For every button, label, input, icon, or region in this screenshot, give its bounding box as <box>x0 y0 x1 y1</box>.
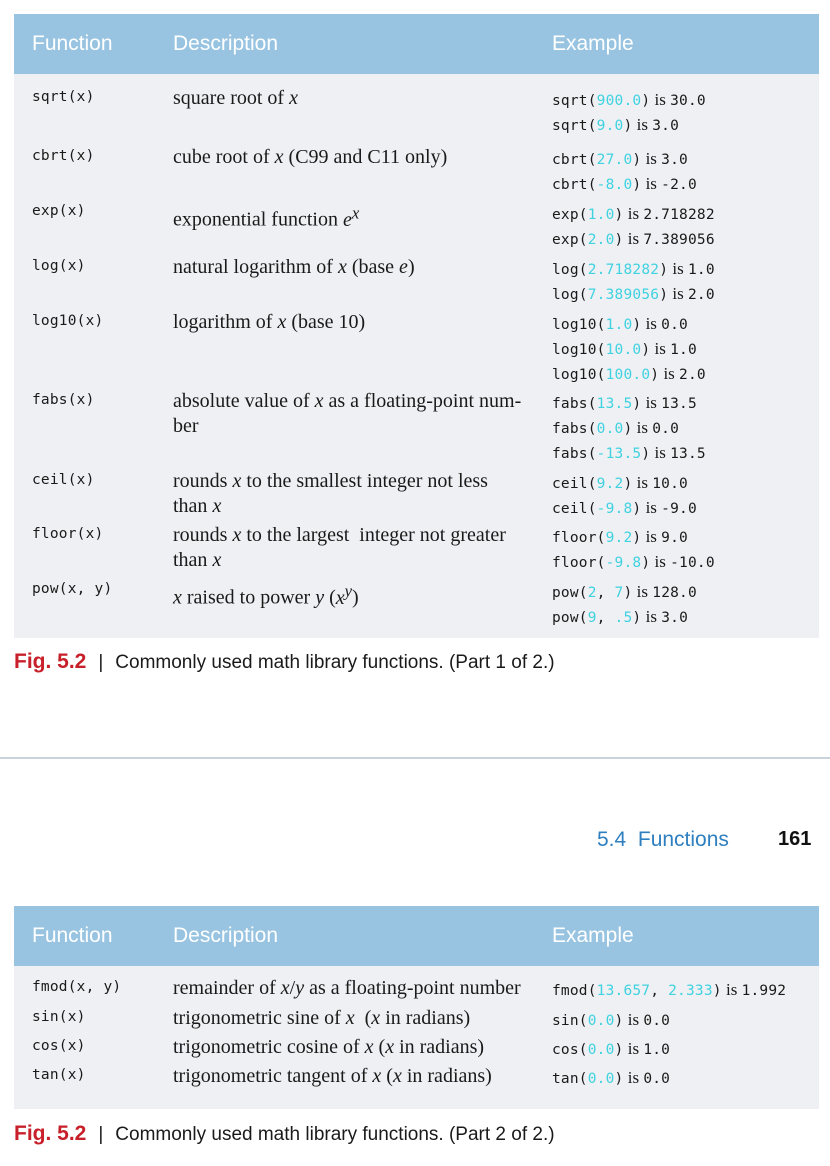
example-code: log10( <box>552 367 606 383</box>
example-line <box>552 497 697 522</box>
example-code: fabs( <box>552 446 597 462</box>
example-result: 0.0 <box>643 1071 671 1087</box>
example-argument: 0.0 <box>596 421 624 437</box>
example-is: is <box>623 1010 644 1029</box>
function-name: fmod(x, y) <box>32 979 122 995</box>
example-line <box>552 114 706 139</box>
table-header <box>14 14 819 74</box>
example-code: ceil( <box>552 501 597 517</box>
example-is: is <box>659 364 680 383</box>
function-example <box>552 1067 670 1092</box>
example-code: ) <box>659 262 669 278</box>
example-line <box>552 1038 670 1063</box>
example-result: 2.718282 <box>643 207 715 223</box>
example-is: is <box>623 229 644 248</box>
function-example <box>552 148 697 198</box>
example-code: exp( <box>552 232 588 248</box>
example-code: ) <box>614 1071 624 1087</box>
math-functions-table-part2 <box>14 906 819 1109</box>
example-line <box>552 313 706 338</box>
example-result: 1.0 <box>687 262 715 278</box>
function-example <box>552 203 715 253</box>
example-argument: -13.5 <box>596 446 642 462</box>
example-code: , <box>650 983 669 999</box>
example-argument: 2.718282 <box>587 262 660 278</box>
example-is: is <box>650 90 671 109</box>
example-argument: 2.0 <box>587 232 615 248</box>
example-result: -2.0 <box>661 177 697 193</box>
example-result: 3.0 <box>661 610 688 626</box>
function-example <box>552 472 697 522</box>
example-argument: 13.657 <box>596 983 651 999</box>
example-argument: 9.2 <box>605 530 633 546</box>
example-result: -9.0 <box>661 501 697 517</box>
example-line <box>552 258 715 283</box>
example-line <box>552 1009 670 1034</box>
example-code: ) <box>614 1013 624 1029</box>
function-name: floor(x) <box>32 526 104 542</box>
example-argument: -9.8 <box>605 555 642 571</box>
function-description: remainder of x/y as a floating-point number <box>173 977 521 999</box>
example-line <box>552 526 715 551</box>
example-code: ) <box>623 118 633 134</box>
function-name: fabs(x) <box>32 392 95 408</box>
example-code: exp( <box>552 207 588 223</box>
example-result: 1.992 <box>741 983 787 999</box>
example-code: ) <box>623 421 633 437</box>
figure-label: Fig. 5.2 <box>14 1122 87 1145</box>
example-code: ) <box>623 585 633 601</box>
example-code: ) <box>632 530 642 546</box>
function-example <box>552 979 786 1004</box>
example-line <box>552 89 706 114</box>
example-code: ) <box>632 610 642 626</box>
example-result: 2.0 <box>679 367 706 383</box>
example-argument: 27.0 <box>596 152 633 168</box>
example-line <box>552 1067 670 1092</box>
function-example <box>552 258 715 308</box>
example-argument: 13.5 <box>596 396 633 412</box>
example-code: sin( <box>552 1013 588 1029</box>
example-code: ) <box>614 232 624 248</box>
function-description: rounds x to the largest integer not greater than x <box>173 524 506 571</box>
example-is: is <box>641 527 662 546</box>
example-is: is <box>641 149 662 168</box>
example-is: is <box>632 418 653 437</box>
example-line <box>552 148 697 173</box>
function-example <box>552 89 706 139</box>
example-result: 0.0 <box>652 421 680 437</box>
example-code: ) <box>641 342 651 358</box>
example-code: ) <box>614 1042 624 1058</box>
function-description: exponential function $e^x$ <box>173 203 360 231</box>
example-line <box>552 392 706 417</box>
example-argument: 7.389056 <box>587 287 660 303</box>
example-code: floor( <box>552 555 606 571</box>
function-example <box>552 313 706 388</box>
function-name: log(x) <box>32 258 86 274</box>
example-argument: 0.0 <box>587 1013 615 1029</box>
example-is: is <box>623 204 644 223</box>
example-result: 1.0 <box>643 1042 671 1058</box>
example-argument: 2.333 <box>668 983 713 999</box>
example-code: log10( <box>552 342 606 358</box>
example-code: log10( <box>552 317 606 333</box>
example-line <box>552 173 697 198</box>
example-code: ) <box>641 555 651 571</box>
example-result: -10.0 <box>670 555 715 571</box>
function-example <box>552 392 706 467</box>
example-line <box>552 338 706 363</box>
function-example <box>552 1038 670 1063</box>
example-is: is <box>641 174 662 193</box>
example-argument: 7 <box>614 585 624 601</box>
function-example <box>552 1009 670 1034</box>
example-code: ceil( <box>552 476 597 492</box>
example-line <box>552 979 786 1004</box>
example-argument: 1.0 <box>605 317 633 333</box>
example-argument: 9 <box>587 610 597 626</box>
function-description: trigonometric sine of x (x in radians) <box>173 1007 471 1029</box>
header-example: Example <box>552 924 634 947</box>
function-name: tan(x) <box>32 1067 86 1083</box>
example-argument: -9.8 <box>596 501 633 517</box>
function-name: ceil(x) <box>32 472 95 488</box>
example-code: floor( <box>552 530 606 546</box>
header-example: Example <box>552 32 634 55</box>
example-code: , <box>596 585 615 601</box>
example-result: 2.0 <box>687 287 715 303</box>
example-code: sqrt( <box>552 118 597 134</box>
example-code: , <box>596 610 615 626</box>
example-argument: 9.0 <box>596 118 624 134</box>
example-argument: 2 <box>587 585 597 601</box>
example-line <box>552 228 715 253</box>
function-description: x raised to power y $(x^y)$ <box>173 581 359 609</box>
example-result: 1.0 <box>670 342 697 358</box>
example-code: tan( <box>552 1071 588 1087</box>
example-is: is <box>641 498 662 517</box>
function-description: trigonometric cosine of x (x in radians) <box>173 1036 485 1058</box>
example-code: ) <box>641 93 651 109</box>
example-is: is <box>650 443 671 462</box>
header-function: Function <box>32 924 113 947</box>
figure-caption-part1 <box>14 650 555 674</box>
caption-separator: | <box>98 1124 104 1145</box>
example-is: is <box>641 393 662 412</box>
function-example <box>552 526 715 576</box>
header-description: Description <box>173 924 279 947</box>
example-argument: 9.2 <box>596 476 624 492</box>
function-description: natural logarithm of x (base e) <box>173 256 415 278</box>
example-code: ) <box>632 152 642 168</box>
function-example <box>552 581 697 631</box>
example-is: is <box>632 473 653 492</box>
example-code: ) <box>632 317 642 333</box>
example-argument: 0.0 <box>587 1042 615 1058</box>
example-line <box>552 551 715 576</box>
example-result: 10.0 <box>652 476 688 492</box>
function-description: logarithm of x (base 10) <box>173 311 366 333</box>
example-code: ) <box>614 207 624 223</box>
example-line <box>552 283 715 308</box>
example-line <box>552 203 715 228</box>
function-description: square root of x <box>173 87 298 109</box>
example-argument: 1.0 <box>587 207 615 223</box>
example-code: pow( <box>552 585 588 601</box>
example-argument: 0.0 <box>587 1071 615 1087</box>
example-code: ) <box>650 367 660 383</box>
example-result: 0.0 <box>643 1013 671 1029</box>
example-line <box>552 606 697 631</box>
running-head-section: 5.4 Functions <box>597 828 729 851</box>
example-code: ) <box>623 476 633 492</box>
function-description: cube root of x (C99 and C11 only) <box>173 146 448 168</box>
example-result: 128.0 <box>652 585 697 601</box>
example-result: 7.389056 <box>643 232 715 248</box>
example-line <box>552 472 697 497</box>
example-line <box>552 442 706 467</box>
example-is: is <box>721 980 742 999</box>
example-result: 3.0 <box>661 152 688 168</box>
example-is: is <box>623 1039 644 1058</box>
example-line <box>552 417 706 442</box>
example-argument: 10.0 <box>605 342 642 358</box>
figure-label: Fig. 5.2 <box>14 650 87 673</box>
function-description: absolute value of x as a floating-point num- ber <box>173 390 522 437</box>
table-header <box>14 906 819 966</box>
example-result: 9.0 <box>661 530 688 546</box>
example-code: cbrt( <box>552 177 597 193</box>
caption-text: Commonly used math library functions. (Part 1 of 2.) <box>115 652 555 673</box>
function-name: sqrt(x) <box>32 89 95 105</box>
example-is: is <box>641 314 662 333</box>
example-argument: 900.0 <box>596 93 642 109</box>
example-code: log( <box>552 287 588 303</box>
example-result: 3.0 <box>652 118 680 134</box>
example-code: ) <box>659 287 669 303</box>
example-is: is <box>650 339 671 358</box>
math-functions-table-part1 <box>14 14 819 638</box>
function-description: rounds x to the smallest integer not less than x <box>173 470 488 517</box>
example-result: 13.5 <box>670 446 706 462</box>
example-code: ) <box>632 177 642 193</box>
example-code: cbrt( <box>552 152 597 168</box>
example-code: fabs( <box>552 396 597 412</box>
example-is: is <box>668 259 688 278</box>
example-result: 0.0 <box>661 317 688 333</box>
example-code: cos( <box>552 1042 588 1058</box>
example-is: is <box>632 115 653 134</box>
function-name: pow(x, y) <box>32 581 113 597</box>
function-description: trigonometric tangent of x (x in radians) <box>173 1065 492 1087</box>
example-is: is <box>641 607 662 626</box>
example-code: ) <box>641 446 651 462</box>
example-code: log( <box>552 262 588 278</box>
example-line <box>552 581 697 606</box>
example-argument: -8.0 <box>596 177 633 193</box>
example-code: sqrt( <box>552 93 597 109</box>
example-code: ) <box>632 501 642 517</box>
example-code: ) <box>712 983 722 999</box>
function-name: log10(x) <box>32 313 104 329</box>
example-is: is <box>650 552 671 571</box>
function-name: exp(x) <box>32 203 86 219</box>
caption-text: Commonly used math library functions. (Part 2 of 2.) <box>115 1124 555 1145</box>
page-divider <box>0 757 830 759</box>
example-result: 30.0 <box>670 93 706 109</box>
example-argument: .5 <box>614 610 633 626</box>
figure-caption-part2 <box>14 1122 555 1146</box>
example-code: pow( <box>552 610 588 626</box>
function-name: cos(x) <box>32 1038 86 1054</box>
example-argument: 100.0 <box>605 367 651 383</box>
example-line <box>552 363 706 388</box>
header-function: Function <box>32 32 113 55</box>
page-number: 161 <box>778 828 812 850</box>
function-name: cbrt(x) <box>32 148 95 164</box>
caption-separator: | <box>98 652 104 673</box>
example-is: is <box>632 582 653 601</box>
example-code: ) <box>632 396 642 412</box>
example-result: 13.5 <box>661 396 697 412</box>
header-description: Description <box>173 32 279 55</box>
example-code: fmod( <box>552 983 597 999</box>
example-code: fabs( <box>552 421 597 437</box>
example-is: is <box>668 284 688 303</box>
function-name: sin(x) <box>32 1009 86 1025</box>
example-is: is <box>623 1068 644 1087</box>
